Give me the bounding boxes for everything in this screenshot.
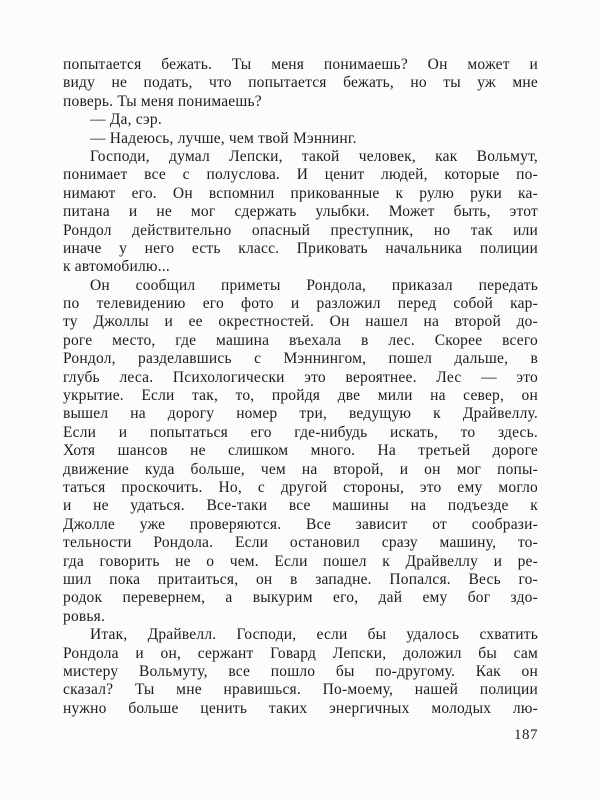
text-line: укрытие. Если так, то, пройдя две мили на север, он — [63, 387, 538, 405]
text-line: нимают его. Он вспомнил прикованные к рулю руки ка- — [63, 184, 538, 202]
text-line: движение куда больше, чем на второй, и он мог попы- — [63, 460, 538, 478]
page-number: 187 — [514, 727, 538, 743]
text-line: Рондола и он, сержант Говард Лепски, доложил бы сам — [63, 644, 538, 662]
text-line: Если и попытаться его где-нибудь искать, то здесь. — [63, 423, 538, 441]
text-line: вышел на дорогу номер три, ведущую к Драйвеллу. — [63, 405, 538, 423]
text-line: Рондол, разделавшись с Мэннингом, пошел дальше, в — [63, 350, 538, 368]
text-line: Джолле уже проверяются. Все зависит от сообрази- — [63, 515, 538, 533]
text-line: понимает все с полуслова. И ценит людей, которые по- — [63, 166, 538, 184]
text-line: Рондол действительно опасный преступник, но так или — [63, 221, 538, 239]
text-line: Господи, думал Лепски, такой человек, как Вольмут, — [90, 147, 538, 165]
text-line: Он сообщил приметы Рондола, приказал передать — [90, 276, 538, 294]
text-line: к автомобилю... — [63, 258, 170, 276]
text-line: роге место, где машина въехала в лес. Скорее всего — [63, 331, 538, 349]
text-line: Хотя шансов не слишком много. На третьей дороге — [63, 442, 538, 460]
text-line: по телевидению его фото и разложил перед собой кар- — [63, 295, 538, 313]
text-line: таться проскочить. Но, с другой стороны, это ему могло — [63, 478, 538, 496]
text-line: гда говорить не о чем. Если пошел к Драйвеллу и ре- — [63, 552, 538, 570]
text-line: нужно больше ценить таких энергичных молодых лю- — [63, 699, 538, 717]
text-line: тельности Рондола. Если остановил сразу машину, то- — [63, 534, 538, 552]
text-line: виду не подать, что попытается бежать, но ты уж мне — [63, 74, 538, 92]
text-line: ровья. — [63, 607, 106, 625]
text-line: поверь. Ты меня понимаешь? — [63, 92, 262, 110]
text-line: попытается бежать. Ты меня понимаешь? Он может и — [63, 56, 538, 73]
text-block — [63, 56, 538, 718]
text-line: Итак, Драйвелл. Господи, если бы удалось схватить — [90, 626, 538, 644]
text-line: родок перевернем, а выкурим его, дай ему бог здо- — [63, 589, 538, 607]
text-line: иначе у него есть класс. Приковать начальника полиции — [63, 239, 538, 257]
text-line: мистеру Вольмуту, все пошло бы по-другому. Как он — [63, 662, 538, 680]
text-line: и не удаться. Все-таки все машины на подъезде к — [63, 497, 538, 515]
text-line: питана и не мог сдержать улыбки. Может быть, этот — [63, 203, 538, 221]
text-line: сказал? Ты мне нравишься. По-моему, нашей полиции — [63, 681, 538, 699]
text-line: шил пока притаиться, он в западне. Попался. Весь го- — [63, 570, 538, 588]
text-line: — Надеюсь, лучше, чем твой Мэннинг. — [90, 129, 357, 147]
text-line: глубь леса. Психологически это вероятнее. Лес — это — [63, 368, 538, 386]
text-line: ту Джоллы и ее окрестностей. Он нашел на второй до- — [63, 313, 538, 331]
text-line: — Да, сэр. — [90, 111, 162, 129]
